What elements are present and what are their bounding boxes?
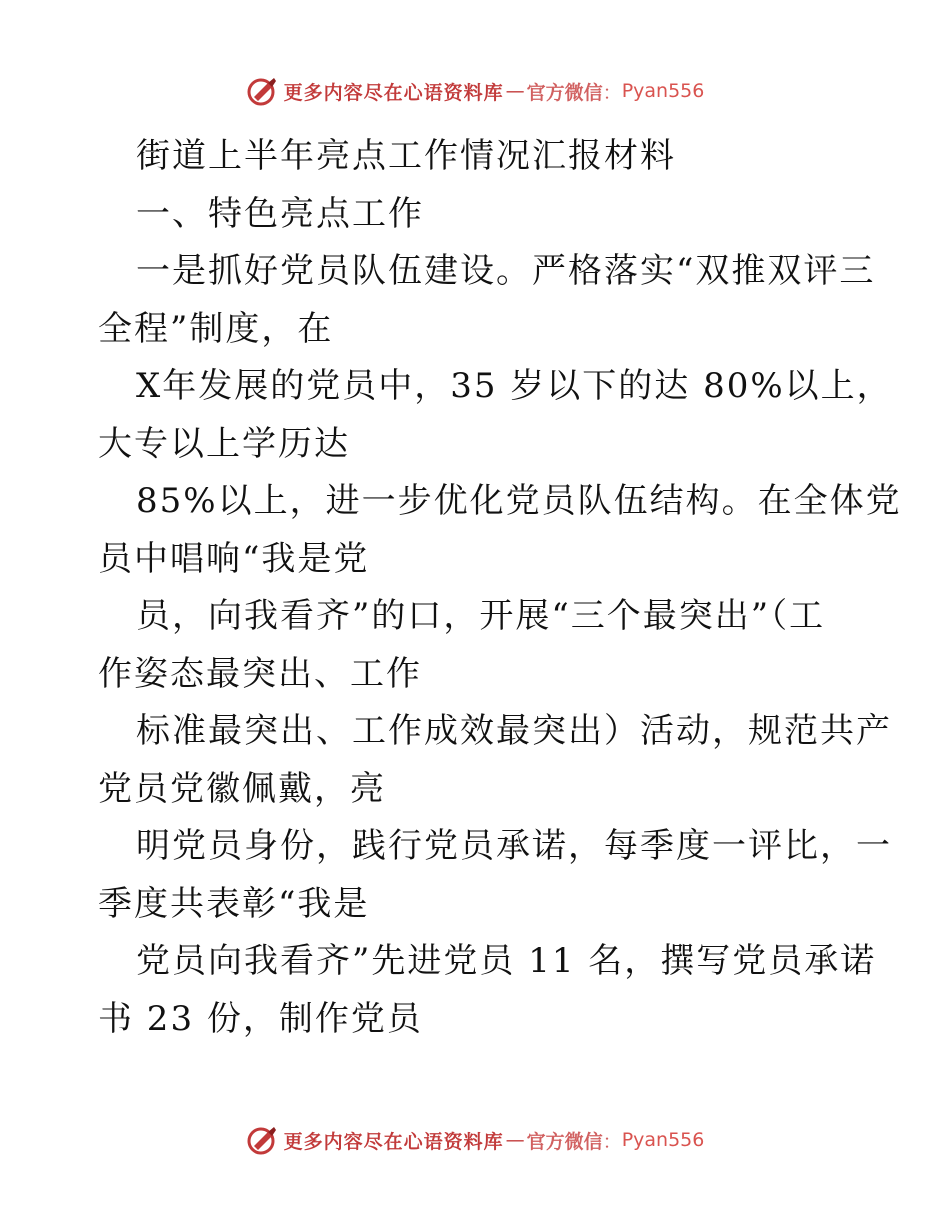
pen-logo-icon bbox=[246, 75, 278, 107]
watermark-account: Pyan556 bbox=[621, 80, 705, 102]
paragraph-line: 85%以上，进一步优化党员队伍结构。在全体党 bbox=[136, 481, 902, 521]
document-body bbox=[98, 128, 902, 1048]
section-heading: 一、特色亮点工作 bbox=[136, 193, 424, 234]
paragraph-line: 明党员身份，践行党员承诺，每季度一评比，一 bbox=[136, 826, 892, 866]
watermark-brand: 更多内容尽在心语资料库 bbox=[283, 1130, 504, 1153]
paragraph-line: 员，向我看齐”的口，开展“三个最突出”（工 bbox=[136, 596, 826, 636]
paragraph-line: 作姿态最突出、工作 bbox=[98, 653, 422, 694]
paragraph-line: X年发展的党员中，35 岁以下的达 80%以上， bbox=[136, 366, 893, 406]
paragraph-line: 标准最突出、工作成效最突出）活动，规范共产 bbox=[136, 711, 892, 751]
paragraph-line: 季度共表彰“我是 bbox=[98, 883, 370, 924]
watermark-wechat-label: 官方微信 bbox=[526, 81, 603, 104]
watermark-account: Pyan556 bbox=[621, 1129, 705, 1151]
watermark-separator: ： bbox=[602, 81, 622, 104]
watermark-brand: 更多内容尽在心语资料库 bbox=[283, 81, 504, 104]
watermark-dash: — bbox=[505, 1129, 525, 1151]
document-title: 街道上半年亮点工作情况汇报材料 bbox=[136, 136, 676, 176]
watermark-dash: — bbox=[505, 80, 525, 102]
paragraph-line: 全程”制度，在 bbox=[98, 308, 334, 349]
pen-logo-icon bbox=[246, 1124, 278, 1156]
watermark-separator: ： bbox=[602, 1130, 622, 1153]
paragraph-line: 党员党徽佩戴，亮 bbox=[98, 768, 386, 809]
paragraph-line: 大专以上学历达 bbox=[98, 423, 350, 464]
paragraph-line: 员中唱响“我是党 bbox=[98, 538, 370, 579]
watermark-banner-bottom bbox=[0, 1120, 950, 1160]
watermark-wechat-label: 官方微信 bbox=[526, 1130, 603, 1153]
paragraph-line: 党员向我看齐”先进党员 11 名，撰写党员承诺 bbox=[136, 941, 877, 981]
paragraph-line: 一是抓好党员队伍建设。严格落实“双推双评三 bbox=[136, 251, 876, 291]
watermark-banner-top bbox=[0, 71, 950, 111]
paragraph-line: 书 23 份，制作党员 bbox=[98, 998, 423, 1039]
